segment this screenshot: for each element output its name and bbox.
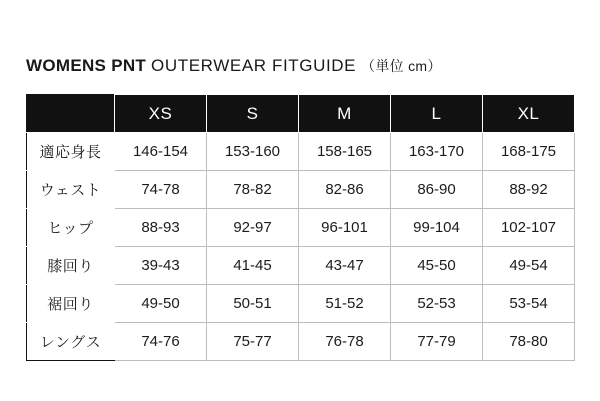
row-label-length: レングス (27, 323, 115, 361)
table-header-row (27, 95, 575, 133)
row-label-hip: ヒップ (27, 209, 115, 247)
cell-knee-xs: 39-43 (115, 247, 207, 285)
cell-knee-m: 43-47 (299, 247, 391, 285)
cell-hip-xl: 102-107 (483, 209, 575, 247)
cell-length-m: 76-78 (299, 323, 391, 361)
cell-hem-m: 51-52 (299, 285, 391, 323)
cell-hip-xs: 88-93 (115, 209, 207, 247)
column-header-m: M (299, 95, 391, 133)
table-row (27, 323, 575, 361)
table-row (27, 285, 575, 323)
column-header-xs: XS (115, 95, 207, 133)
page-title-category: OUTERWEAR FITGUIDE (151, 56, 357, 75)
cell-length-l: 77-79 (391, 323, 483, 361)
page-title-product: WOMENS PNT (26, 56, 147, 75)
column-header-s: S (207, 95, 299, 133)
cell-hem-xs: 49-50 (115, 285, 207, 323)
page-title-unit: （単位 cm） (361, 58, 442, 74)
cell-waist-xs: 74-78 (115, 171, 207, 209)
column-header-xl: XL (483, 95, 575, 133)
row-label-waist: ウェスト (27, 171, 115, 209)
page-title (26, 56, 442, 76)
cell-length-s: 75-77 (207, 323, 299, 361)
row-label-hem: 裾回り (27, 285, 115, 323)
cell-height-l: 163-170 (391, 133, 483, 171)
cell-hip-l: 99-104 (391, 209, 483, 247)
cell-waist-m: 82-86 (299, 171, 391, 209)
cell-height-xl: 168-175 (483, 133, 575, 171)
table-corner-cell (27, 95, 115, 133)
column-header-l: L (391, 95, 483, 133)
cell-knee-xl: 49-54 (483, 247, 575, 285)
table-row (27, 209, 575, 247)
cell-knee-s: 41-45 (207, 247, 299, 285)
cell-hem-s: 50-51 (207, 285, 299, 323)
row-label-knee: 膝回り (27, 247, 115, 285)
cell-hem-xl: 53-54 (483, 285, 575, 323)
cell-height-m: 158-165 (299, 133, 391, 171)
cell-waist-s: 78-82 (207, 171, 299, 209)
table-row (27, 247, 575, 285)
cell-waist-xl: 88-92 (483, 171, 575, 209)
cell-waist-l: 86-90 (391, 171, 483, 209)
table-row (27, 171, 575, 209)
cell-length-xs: 74-76 (115, 323, 207, 361)
size-chart-table (26, 94, 575, 361)
cell-knee-l: 45-50 (391, 247, 483, 285)
cell-hip-s: 92-97 (207, 209, 299, 247)
table-row (27, 133, 575, 171)
cell-height-xs: 146-154 (115, 133, 207, 171)
cell-hip-m: 96-101 (299, 209, 391, 247)
cell-hem-l: 52-53 (391, 285, 483, 323)
cell-height-s: 153-160 (207, 133, 299, 171)
cell-length-xl: 78-80 (483, 323, 575, 361)
row-label-height: 適応身長 (27, 133, 115, 171)
